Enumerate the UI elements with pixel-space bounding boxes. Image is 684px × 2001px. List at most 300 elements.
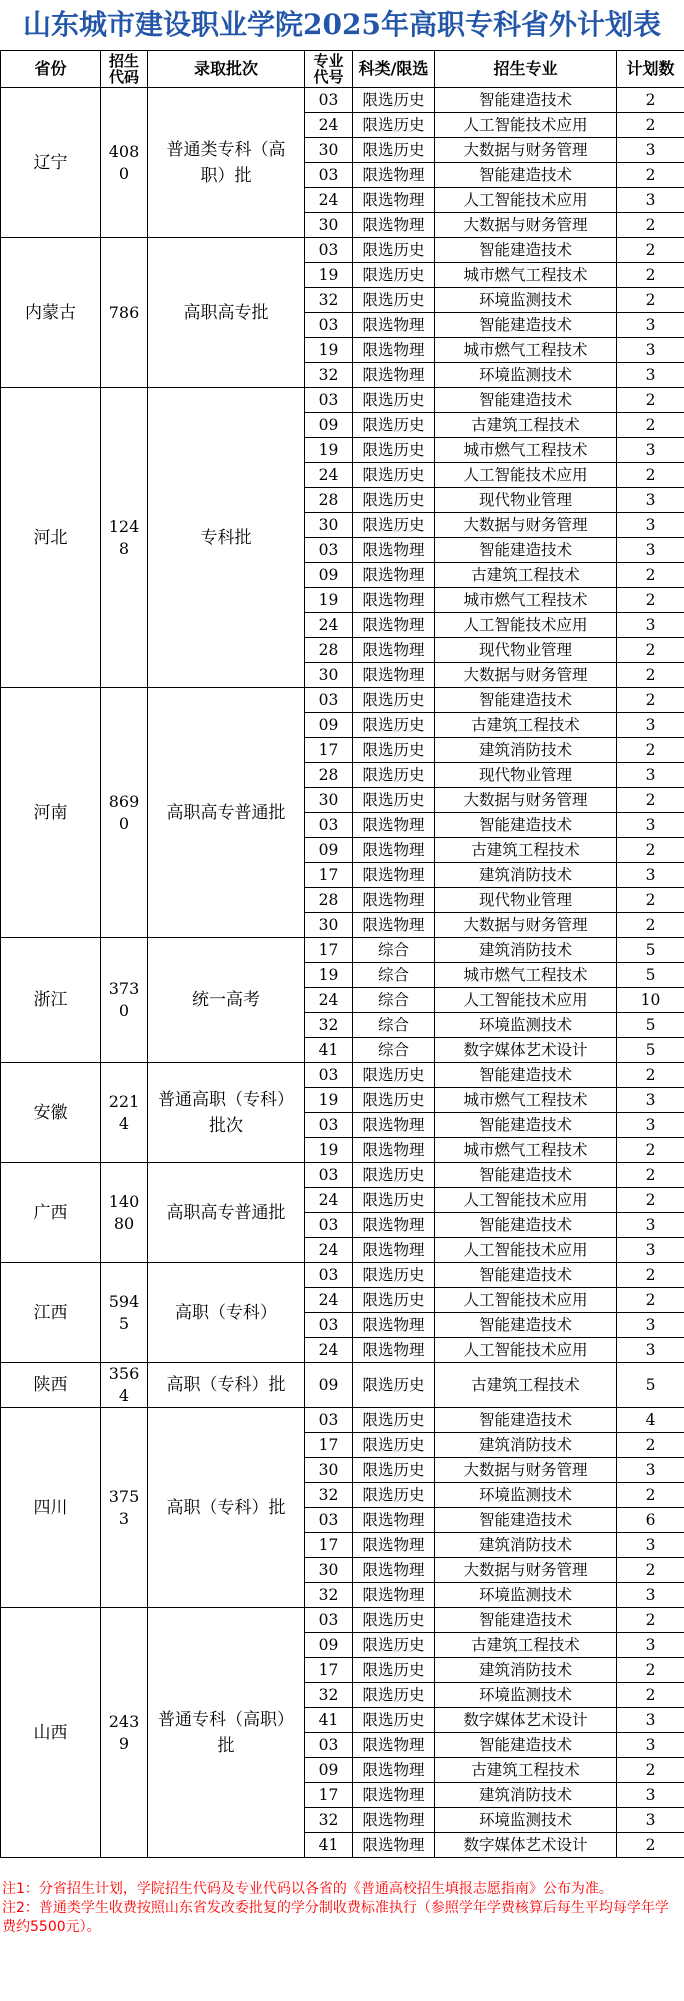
category-cell: 限选物理: [353, 1508, 435, 1533]
major-name-cell: 数字媒体艺术设计: [435, 1708, 617, 1733]
major-code-cell: 03: [305, 88, 353, 113]
category-cell: 限选物理: [353, 1808, 435, 1833]
quota-cell: 2: [617, 1833, 684, 1858]
header-school-code: 招生 代码: [101, 51, 148, 88]
major-code-cell: 03: [305, 1063, 353, 1088]
major-name-cell: 建筑消防技术: [435, 1783, 617, 1808]
category-cell: 限选物理: [353, 1733, 435, 1758]
category-cell: 限选历史: [353, 263, 435, 288]
category-cell: 限选物理: [353, 163, 435, 188]
school-code-cell: 3753: [101, 1408, 148, 1608]
table-row: [1, 238, 684, 263]
school-code-cell: 5945: [101, 1263, 148, 1363]
quota-cell: 3: [617, 1238, 684, 1263]
major-name-cell: 智能建造技术: [435, 388, 617, 413]
category-cell: 限选历史: [353, 1708, 435, 1733]
category-cell: 限选物理: [353, 1213, 435, 1238]
table-body: [1, 88, 684, 1858]
major-code-cell: 03: [305, 1313, 353, 1338]
major-name-cell: 智能建造技术: [435, 1508, 617, 1533]
major-name-cell: 人工智能技术应用: [435, 1238, 617, 1263]
province-cell: 陕西: [1, 1363, 101, 1408]
major-code-cell: 03: [305, 1113, 353, 1138]
major-name-cell: 现代物业管理: [435, 488, 617, 513]
major-name-cell: 智能建造技术: [435, 1733, 617, 1758]
major-name-cell: 环境监测技术: [435, 1683, 617, 1708]
category-cell: 限选历史: [353, 1363, 435, 1408]
batch-cell: 普通高职（专科）批次: [148, 1063, 305, 1163]
quota-cell: 2: [617, 1608, 684, 1633]
category-cell: 限选历史: [353, 1188, 435, 1213]
major-code-cell: 24: [305, 613, 353, 638]
batch-cell: 高职（专科）批: [148, 1408, 305, 1608]
major-name-cell: 古建筑工程技术: [435, 563, 617, 588]
major-code-cell: 09: [305, 563, 353, 588]
major-name-cell: 古建筑工程技术: [435, 1758, 617, 1783]
major-code-cell: 41: [305, 1833, 353, 1858]
note-1: 注1：分省招生计划，学院招生代码及专业代码以各省的《普通高校招生填报志愿指南》公布为准。: [2, 1881, 613, 1897]
category-cell: 限选物理: [353, 1758, 435, 1783]
category-cell: 限选历史: [353, 88, 435, 113]
batch-cell: 高职（专科）批: [148, 1363, 305, 1408]
major-name-cell: 建筑消防技术: [435, 938, 617, 963]
major-name-cell: 环境监测技术: [435, 363, 617, 388]
category-cell: 限选历史: [353, 413, 435, 438]
major-code-cell: 03: [305, 813, 353, 838]
major-code-cell: 32: [305, 288, 353, 313]
major-code-cell: 03: [305, 1508, 353, 1533]
major-code-cell: 30: [305, 1558, 353, 1583]
major-name-cell: 人工智能技术应用: [435, 1338, 617, 1363]
quota-cell: 5: [617, 1013, 684, 1038]
quota-cell: 3: [617, 1533, 684, 1558]
quota-cell: 2: [617, 663, 684, 688]
major-code-cell: 30: [305, 138, 353, 163]
quota-cell: 3: [617, 713, 684, 738]
major-code-cell: 24: [305, 1338, 353, 1363]
category-cell: 限选历史: [353, 1433, 435, 1458]
category-cell: 限选物理: [353, 638, 435, 663]
major-name-cell: 建筑消防技术: [435, 738, 617, 763]
category-cell: 限选物理: [353, 1113, 435, 1138]
quota-cell: 3: [617, 1633, 684, 1658]
quota-cell: 3: [617, 1583, 684, 1608]
quota-cell: 2: [617, 1433, 684, 1458]
major-name-cell: 古建筑工程技术: [435, 713, 617, 738]
quota-cell: 3: [617, 338, 684, 363]
plan-table: [0, 50, 684, 1858]
major-name-cell: 环境监测技术: [435, 1483, 617, 1508]
quota-cell: 2: [617, 888, 684, 913]
category-cell: 限选历史: [353, 738, 435, 763]
category-cell: 限选物理: [353, 1783, 435, 1808]
quota-cell: 2: [617, 913, 684, 938]
major-code-cell: 28: [305, 763, 353, 788]
major-name-cell: 环境监测技术: [435, 1808, 617, 1833]
batch-cell: 高职（专科）: [148, 1263, 305, 1363]
category-cell: 限选历史: [353, 138, 435, 163]
major-code-cell: 28: [305, 638, 353, 663]
category-cell: 综合: [353, 938, 435, 963]
major-code-cell: 03: [305, 313, 353, 338]
major-name-cell: 现代物业管理: [435, 763, 617, 788]
note-2: 注2：普通类学生收费按照山东省发改委批复的学分制收费标准执行（参照学年学费核算后每生平均每学年学费约5500元）。: [2, 1900, 669, 1935]
major-name-cell: 建筑消防技术: [435, 1658, 617, 1683]
major-name-cell: 智能建造技术: [435, 1608, 617, 1633]
quota-cell: 3: [617, 863, 684, 888]
category-cell: 限选物理: [353, 563, 435, 588]
major-name-cell: 古建筑工程技术: [435, 838, 617, 863]
quota-cell: 3: [617, 1808, 684, 1833]
quota-cell: 5: [617, 1038, 684, 1063]
header-major-code: 专业 代号: [305, 51, 353, 88]
header-category: 科类/限选: [353, 51, 435, 88]
school-code-cell: 3730: [101, 938, 148, 1063]
quota-cell: 3: [617, 1708, 684, 1733]
header-province: 省份: [1, 51, 101, 88]
quota-cell: 2: [617, 388, 684, 413]
quota-cell: 3: [617, 1733, 684, 1758]
category-cell: 限选历史: [353, 688, 435, 713]
table-row: [1, 1263, 684, 1288]
major-code-cell: 30: [305, 513, 353, 538]
major-name-cell: 人工智能技术应用: [435, 1188, 617, 1213]
major-name-cell: 智能建造技术: [435, 1163, 617, 1188]
major-code-cell: 19: [305, 963, 353, 988]
major-code-cell: 19: [305, 1088, 353, 1113]
category-cell: 限选物理: [353, 1238, 435, 1263]
major-code-cell: 41: [305, 1708, 353, 1733]
category-cell: 限选历史: [353, 1163, 435, 1188]
category-cell: 限选历史: [353, 388, 435, 413]
major-name-cell: 人工智能技术应用: [435, 463, 617, 488]
major-code-cell: 17: [305, 1433, 353, 1458]
category-cell: 限选历史: [353, 488, 435, 513]
quota-cell: 3: [617, 188, 684, 213]
major-name-cell: 智能建造技术: [435, 1063, 617, 1088]
major-name-cell: 人工智能技术应用: [435, 988, 617, 1013]
table-row: [1, 88, 684, 113]
major-name-cell: 环境监测技术: [435, 288, 617, 313]
quota-cell: 3: [617, 1313, 684, 1338]
quota-cell: 3: [617, 1088, 684, 1113]
major-code-cell: 32: [305, 1013, 353, 1038]
category-cell: 限选历史: [353, 788, 435, 813]
category-cell: 限选历史: [353, 1408, 435, 1433]
category-cell: 限选历史: [353, 1658, 435, 1683]
batch-cell: 高职高专普通批: [148, 688, 305, 938]
province-cell: 山西: [1, 1608, 101, 1858]
major-code-cell: 03: [305, 1408, 353, 1433]
major-code-cell: 19: [305, 438, 353, 463]
category-cell: 限选物理: [353, 1583, 435, 1608]
major-name-cell: 城市燃气工程技术: [435, 588, 617, 613]
header-quota: 计划数: [617, 51, 684, 88]
major-code-cell: 24: [305, 463, 353, 488]
category-cell: 限选物理: [353, 813, 435, 838]
category-cell: 限选历史: [353, 288, 435, 313]
major-name-cell: 建筑消防技术: [435, 1533, 617, 1558]
major-name-cell: 大数据与财务管理: [435, 663, 617, 688]
major-code-cell: 30: [305, 663, 353, 688]
major-code-cell: 28: [305, 888, 353, 913]
major-name-cell: 智能建造技术: [435, 1263, 617, 1288]
batch-cell: 高职高专普通批: [148, 1163, 305, 1263]
major-code-cell: 09: [305, 713, 353, 738]
quota-cell: 2: [617, 288, 684, 313]
school-code-cell: 4080: [101, 88, 148, 238]
category-cell: 限选物理: [353, 838, 435, 863]
major-code-cell: 17: [305, 1783, 353, 1808]
school-code-cell: 8690: [101, 688, 148, 938]
quota-cell: 2: [617, 1263, 684, 1288]
category-cell: 限选历史: [353, 1063, 435, 1088]
major-name-cell: 人工智能技术应用: [435, 1288, 617, 1313]
table-row: [1, 1608, 684, 1633]
category-cell: 限选历史: [353, 438, 435, 463]
major-code-cell: 30: [305, 788, 353, 813]
category-cell: 限选物理: [353, 188, 435, 213]
major-name-cell: 智能建造技术: [435, 88, 617, 113]
quota-cell: 2: [617, 163, 684, 188]
category-cell: 综合: [353, 1013, 435, 1038]
category-cell: 限选物理: [353, 863, 435, 888]
major-code-cell: 24: [305, 113, 353, 138]
quota-cell: 3: [617, 1213, 684, 1238]
table-row: [1, 938, 684, 963]
major-code-cell: 24: [305, 188, 353, 213]
major-code-cell: 24: [305, 1188, 353, 1213]
quota-cell: 3: [617, 138, 684, 163]
category-cell: 限选历史: [353, 113, 435, 138]
major-code-cell: 30: [305, 213, 353, 238]
table-row: [1, 688, 684, 713]
major-code-cell: 19: [305, 1138, 353, 1163]
quota-cell: 2: [617, 1483, 684, 1508]
major-code-cell: 32: [305, 1683, 353, 1708]
category-cell: 限选历史: [353, 1288, 435, 1313]
school-code-cell: 14080: [101, 1163, 148, 1263]
major-name-cell: 智能建造技术: [435, 813, 617, 838]
category-cell: 限选物理: [353, 1533, 435, 1558]
major-name-cell: 环境监测技术: [435, 1583, 617, 1608]
major-name-cell: 城市燃气工程技术: [435, 338, 617, 363]
major-name-cell: 智能建造技术: [435, 688, 617, 713]
quota-cell: 2: [617, 1163, 684, 1188]
major-name-cell: 大数据与财务管理: [435, 913, 617, 938]
batch-cell: 统一高考: [148, 938, 305, 1063]
major-code-cell: 19: [305, 338, 353, 363]
major-code-cell: 32: [305, 1808, 353, 1833]
quota-cell: 3: [617, 363, 684, 388]
major-code-cell: 17: [305, 1533, 353, 1558]
quota-cell: 2: [617, 263, 684, 288]
quota-cell: 3: [617, 438, 684, 463]
quota-cell: 2: [617, 838, 684, 863]
major-code-cell: 03: [305, 1733, 353, 1758]
header-major: 招生专业: [435, 51, 617, 88]
major-code-cell: 03: [305, 163, 353, 188]
major-name-cell: 智能建造技术: [435, 1213, 617, 1238]
category-cell: 限选历史: [353, 1483, 435, 1508]
school-code-cell: 786: [101, 238, 148, 388]
quota-cell: 2: [617, 563, 684, 588]
quota-cell: 3: [617, 1113, 684, 1138]
quota-cell: 2: [617, 1683, 684, 1708]
quota-cell: 3: [617, 513, 684, 538]
major-code-cell: 03: [305, 238, 353, 263]
major-name-cell: 城市燃气工程技术: [435, 1138, 617, 1163]
category-cell: 限选历史: [353, 1633, 435, 1658]
quota-cell: 3: [617, 1783, 684, 1808]
major-name-cell: 建筑消防技术: [435, 1433, 617, 1458]
major-code-cell: 19: [305, 263, 353, 288]
major-name-cell: 大数据与财务管理: [435, 138, 617, 163]
quota-cell: 3: [617, 538, 684, 563]
major-code-cell: 24: [305, 988, 353, 1013]
category-cell: 综合: [353, 963, 435, 988]
category-cell: 限选物理: [353, 1138, 435, 1163]
table-row: [1, 1063, 684, 1088]
quota-cell: 2: [617, 213, 684, 238]
major-code-cell: 03: [305, 1263, 353, 1288]
batch-cell: 高职高专批: [148, 238, 305, 388]
major-code-cell: 41: [305, 1038, 353, 1063]
province-cell: 安徽: [1, 1063, 101, 1163]
quota-cell: 3: [617, 313, 684, 338]
quota-cell: 2: [617, 738, 684, 763]
major-name-cell: 数字媒体艺术设计: [435, 1833, 617, 1858]
major-name-cell: 古建筑工程技术: [435, 413, 617, 438]
quota-cell: 10: [617, 988, 684, 1013]
quota-cell: 2: [617, 463, 684, 488]
major-code-cell: 03: [305, 538, 353, 563]
major-name-cell: 人工智能技术应用: [435, 188, 617, 213]
major-name-cell: 古建筑工程技术: [435, 1633, 617, 1658]
major-name-cell: 智能建造技术: [435, 1313, 617, 1338]
major-code-cell: 09: [305, 1758, 353, 1783]
major-name-cell: 智能建造技术: [435, 238, 617, 263]
major-name-cell: 大数据与财务管理: [435, 1458, 617, 1483]
province-cell: 江西: [1, 1263, 101, 1363]
major-code-cell: 32: [305, 1483, 353, 1508]
major-code-cell: 24: [305, 1238, 353, 1263]
major-name-cell: 人工智能技术应用: [435, 613, 617, 638]
major-name-cell: 现代物业管理: [435, 638, 617, 663]
category-cell: 综合: [353, 1038, 435, 1063]
province-cell: 广西: [1, 1163, 101, 1263]
major-code-cell: 30: [305, 1458, 353, 1483]
quota-cell: 6: [617, 1508, 684, 1533]
quota-cell: 5: [617, 1363, 684, 1408]
province-cell: 内蒙古: [1, 238, 101, 388]
category-cell: 限选历史: [353, 713, 435, 738]
quota-cell: 3: [617, 488, 684, 513]
major-code-cell: 09: [305, 1363, 353, 1408]
quota-cell: 2: [617, 588, 684, 613]
quota-cell: 3: [617, 1458, 684, 1483]
category-cell: 综合: [353, 988, 435, 1013]
school-code-cell: 3564: [101, 1363, 148, 1408]
quota-cell: 2: [617, 1758, 684, 1783]
category-cell: 限选物理: [353, 1558, 435, 1583]
major-code-cell: 24: [305, 1288, 353, 1313]
major-code-cell: 03: [305, 1608, 353, 1633]
quota-cell: 2: [617, 1658, 684, 1683]
category-cell: 限选物理: [353, 213, 435, 238]
table-header: [1, 51, 684, 88]
province-cell: 河北: [1, 388, 101, 688]
quota-cell: 2: [617, 1288, 684, 1313]
category-cell: 限选物理: [353, 1833, 435, 1858]
major-name-cell: 大数据与财务管理: [435, 1558, 617, 1583]
table-row: [1, 388, 684, 413]
table-row: [1, 1163, 684, 1188]
quota-cell: 3: [617, 1338, 684, 1363]
major-name-cell: 城市燃气工程技术: [435, 1088, 617, 1113]
category-cell: 限选物理: [353, 1338, 435, 1363]
major-name-cell: 大数据与财务管理: [435, 213, 617, 238]
province-cell: 河南: [1, 688, 101, 938]
school-code-cell: 1248: [101, 388, 148, 688]
quota-cell: 2: [617, 1558, 684, 1583]
major-name-cell: 城市燃气工程技术: [435, 263, 617, 288]
major-name-cell: 智能建造技术: [435, 538, 617, 563]
table-row: [1, 1408, 684, 1433]
category-cell: 限选历史: [353, 1263, 435, 1288]
major-name-cell: 城市燃气工程技术: [435, 963, 617, 988]
school-code-cell: 2439: [101, 1608, 148, 1858]
category-cell: 限选物理: [353, 363, 435, 388]
category-cell: 限选物理: [353, 613, 435, 638]
major-code-cell: 09: [305, 838, 353, 863]
province-cell: 浙江: [1, 938, 101, 1063]
quota-cell: 5: [617, 938, 684, 963]
major-name-cell: 大数据与财务管理: [435, 513, 617, 538]
major-code-cell: 03: [305, 688, 353, 713]
major-code-cell: 32: [305, 1583, 353, 1608]
category-cell: 限选历史: [353, 1683, 435, 1708]
quota-cell: 4: [617, 1408, 684, 1433]
major-name-cell: 智能建造技术: [435, 1113, 617, 1138]
quota-cell: 5: [617, 963, 684, 988]
major-name-cell: 人工智能技术应用: [435, 113, 617, 138]
major-name-cell: 大数据与财务管理: [435, 788, 617, 813]
province-cell: 四川: [1, 1408, 101, 1608]
major-name-cell: 智能建造技术: [435, 163, 617, 188]
header-row: [1, 51, 684, 88]
major-code-cell: 28: [305, 488, 353, 513]
quota-cell: 2: [617, 238, 684, 263]
quota-cell: 2: [617, 688, 684, 713]
category-cell: 限选物理: [353, 913, 435, 938]
category-cell: 限选物理: [353, 1313, 435, 1338]
quota-cell: 2: [617, 413, 684, 438]
major-code-cell: 03: [305, 1213, 353, 1238]
page-title: 山东城市建设职业学院2025年高职专科省外计划表: [23, 8, 661, 41]
major-name-cell: 古建筑工程技术: [435, 1363, 617, 1408]
quota-cell: 2: [617, 1138, 684, 1163]
quota-cell: 2: [617, 88, 684, 113]
major-name-cell: 环境监测技术: [435, 1013, 617, 1038]
table-row: [1, 1363, 684, 1408]
category-cell: 限选物理: [353, 588, 435, 613]
major-code-cell: 17: [305, 863, 353, 888]
major-code-cell: 03: [305, 1163, 353, 1188]
batch-cell: 普通类专科（高职）批: [148, 88, 305, 238]
category-cell: 限选历史: [353, 1608, 435, 1633]
major-code-cell: 19: [305, 588, 353, 613]
